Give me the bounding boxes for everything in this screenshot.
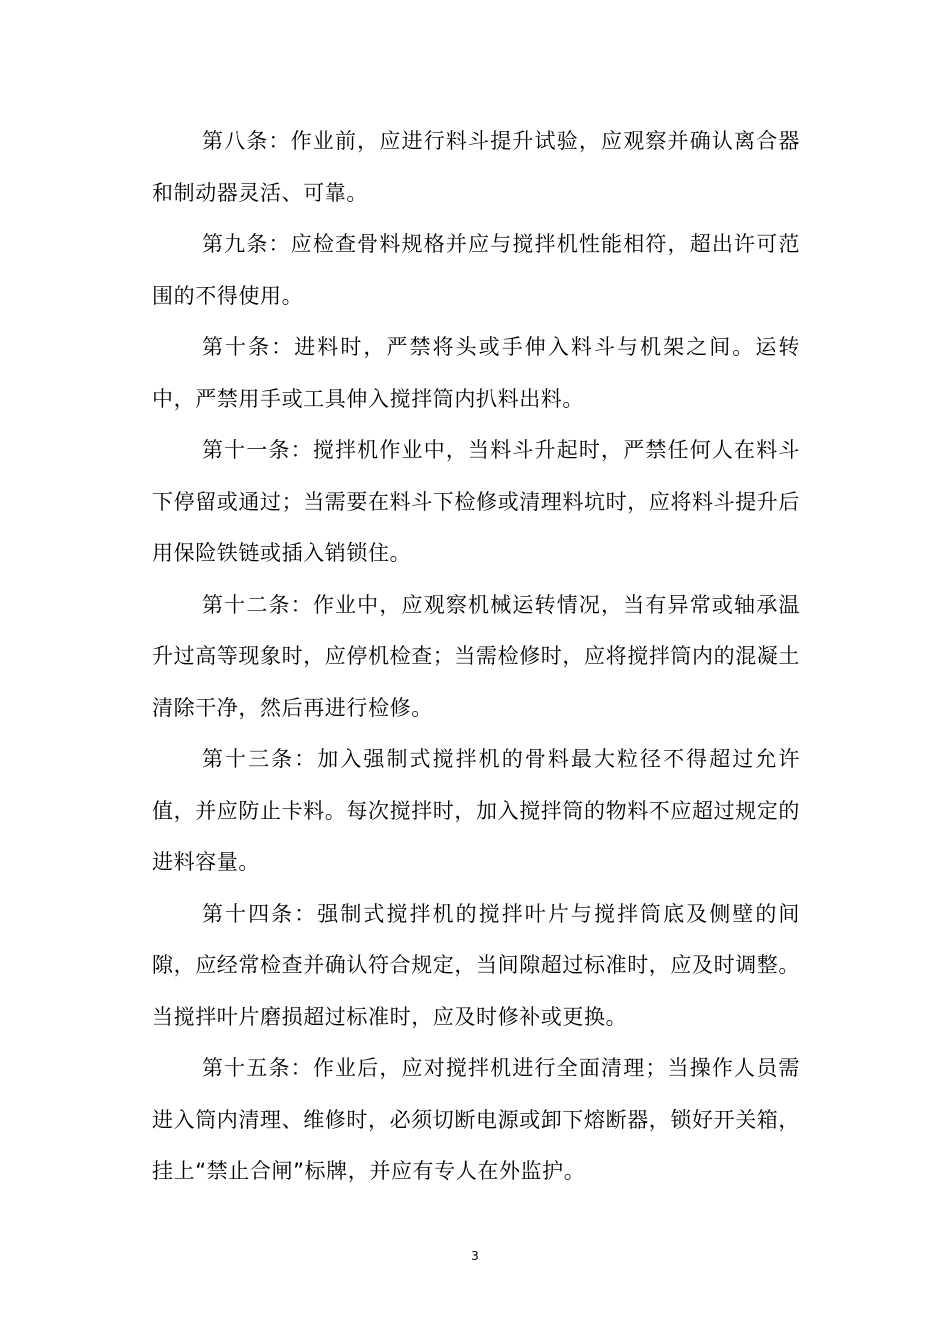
page-number: 3 [471,1249,479,1263]
paragraph-article-10: 第十条：进料时，严禁将头或手伸入料斗与机架之间。运转中，严禁用手或工具伸入搅拌筒内扒料出料。 [152,335,800,411]
paragraph-article-14: 第十四条：强制式搅拌机的搅拌叶片与搅拌筒底及侧壁的间隙，应经常检查并确认符合规定，当间隙超过标准时，应及时调整。当搅拌叶片磨损超过标准时，应及时修补或更换。 [152,901,800,1029]
paragraph-article-13: 第十三条：加入强制式搅拌机的骨料最大粒径不得超过允许值，并应防止卡料。每次搅拌时，加入搅拌筒的物料不应超过规定的进料容量。 [152,747,800,874]
paragraph-article-15: 第十五条：作业后，应对搅拌机进行全面清理；当操作人员需进入筒内清理、维修时，必须切断电源或卸下熔断器，锁好开关箱，挂上“禁止合闸”标牌，并应有专人在外监护。 [152,1056,800,1183]
paragraph-article-9: 第九条：应检查骨料规格并应与搅拌机性能相符，超出许可范围的不得使用。 [152,232,800,308]
paragraph-article-11: 第十一条：搅拌机作业中，当料斗升起时，严禁任何人在料斗下停留或通过；当需要在料斗下检修或清理料坑时，应将料斗提升后用保险铁链或插入销锁住。 [152,438,800,565]
paragraph-article-8: 第八条：作业前，应进行料斗提升试验，应观察并确认离合器和制动器灵活、可靠。 [152,129,800,205]
document-body [152,116,800,1198]
paragraph-article-12: 第十二条：作业中，应观察机械运转情况，当有异常或轴承温升过高等现象时，应停机检查；当需检修时，应将搅拌筒内的混凝土清除干净，然后再进行检修。 [152,592,800,720]
